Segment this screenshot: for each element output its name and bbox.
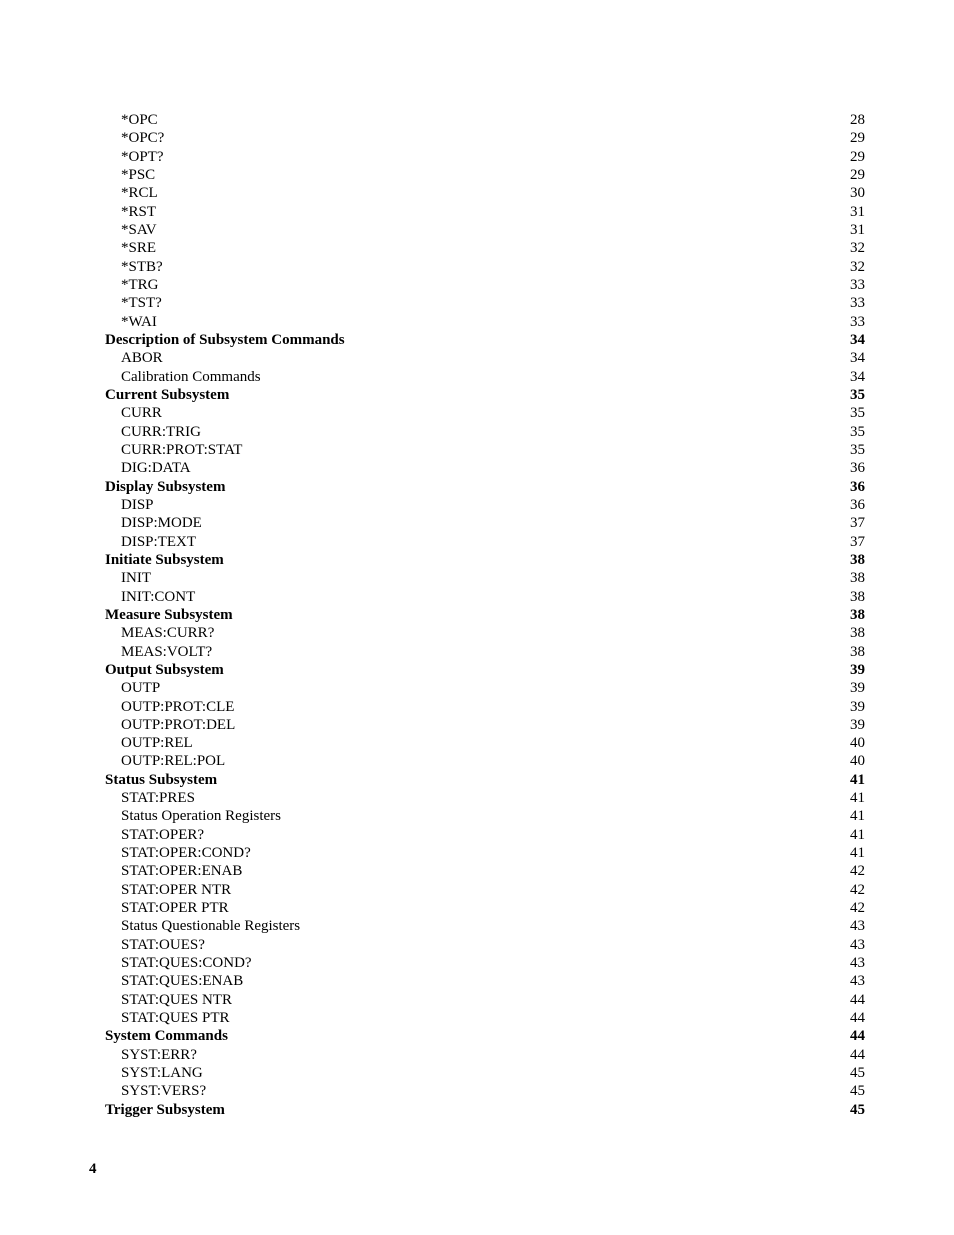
toc-entry-title: STAT:OPER PTR: [121, 900, 229, 917]
toc-entry: [105, 239, 865, 257]
toc-entry-title: OUTP:REL: [121, 735, 193, 752]
toc-entry-title: INIT: [121, 570, 151, 587]
toc-entry-page: 42: [850, 881, 865, 898]
toc-entry-title: Trigger Subsystem: [105, 1101, 225, 1118]
toc-entry-page: 38: [850, 643, 865, 660]
toc-entry-page: 32: [850, 258, 865, 275]
table-of-contents: [105, 111, 865, 1119]
toc-entry-title: ABOR: [121, 350, 163, 367]
toc-section-heading: [105, 478, 865, 496]
toc-entry-title: Status Questionable Registers: [121, 918, 301, 935]
toc-entry-title: Display Subsystem: [105, 478, 226, 495]
toc-entry: [105, 1009, 865, 1027]
toc-entry-title: OUTP:REL:POL: [121, 753, 226, 770]
toc-entry: [105, 496, 865, 514]
toc-entry-page: 43: [850, 955, 865, 972]
toc-entry-page: 41: [850, 790, 865, 807]
toc-entry-page: 40: [850, 753, 865, 770]
toc-entry-title: STAT:QUES:COND?: [121, 955, 252, 972]
toc-entry-page: 29: [850, 166, 865, 183]
toc-entry-title: CURR:TRIG: [121, 423, 202, 440]
toc-entry-page: 36: [850, 478, 865, 495]
toc-entry: [105, 991, 865, 1009]
toc-entry-title: STAT:OPER NTR: [121, 881, 232, 898]
toc-entry: [105, 294, 865, 312]
toc-entry: [105, 459, 865, 477]
toc-entry: [105, 221, 865, 239]
toc-entry-title: STAT:QUES:ENAB: [121, 973, 244, 990]
toc-entry-page: 31: [850, 203, 865, 220]
toc-entry: [105, 1082, 865, 1100]
toc-entry-title: STAT:OUES?: [121, 936, 205, 953]
toc-section-heading: [105, 606, 865, 624]
toc-entry-page: 38: [850, 625, 865, 642]
toc-entry-title: *OPT?: [121, 148, 164, 165]
toc-entry: [105, 862, 865, 880]
toc-entry-title: Initiate Subsystem: [105, 551, 224, 568]
toc-entry: [105, 569, 865, 587]
toc-entry-page: 38: [850, 570, 865, 587]
toc-entry-title: DIG:DATA: [121, 460, 191, 477]
toc-section-heading: [105, 386, 865, 404]
toc-entry: [105, 936, 865, 954]
toc-entry-title: Calibration Commands: [121, 368, 261, 385]
toc-entry-title: *OPC?: [121, 130, 165, 147]
toc-entry-title: DISP: [121, 496, 154, 513]
toc-entry-title: MEAS:CURR?: [121, 625, 215, 642]
toc-entry-title: DISP:TEXT: [121, 533, 196, 550]
toc-entry: [105, 624, 865, 642]
toc-entry-page: 37: [850, 515, 865, 532]
toc-entry-page: 39: [850, 698, 865, 715]
toc-entry: [105, 441, 865, 459]
toc-entry: [105, 313, 865, 331]
toc-entry-page: 44: [850, 991, 865, 1008]
toc-entry: [105, 258, 865, 276]
toc-entry-title: Measure Subsystem: [105, 606, 233, 623]
toc-entry-title: *RCL: [121, 185, 158, 202]
toc-entry: [105, 954, 865, 972]
toc-entry-title: Output Subsystem: [105, 661, 224, 678]
toc-entry-title: STAT:QUES PTR: [121, 1010, 230, 1027]
toc-entry-page: 35: [850, 405, 865, 422]
toc-entry-title: STAT:PRES: [121, 790, 195, 807]
toc-entry-page: 29: [850, 148, 865, 165]
toc-entry: [105, 368, 865, 386]
toc-entry-page: 38: [850, 606, 865, 623]
toc-section-heading: [105, 771, 865, 789]
toc-entry-title: SYST:VERS?: [121, 1083, 207, 1100]
toc-entry: [105, 789, 865, 807]
toc-section-heading: [105, 1027, 865, 1045]
toc-entry: [105, 881, 865, 899]
toc-entry: [105, 734, 865, 752]
page-number: 4: [89, 1161, 97, 1177]
toc-entry-title: INIT:CONT: [121, 588, 196, 605]
toc-entry-page: 33: [850, 295, 865, 312]
toc-entry: [105, 276, 865, 294]
toc-entry: [105, 166, 865, 184]
toc-entry-title: *TST?: [121, 295, 162, 312]
toc-entry-title: *PSC: [121, 166, 156, 183]
toc-entry-page: 36: [850, 460, 865, 477]
toc-entry-page: 41: [850, 826, 865, 843]
toc-entry-page: 38: [850, 588, 865, 605]
toc-entry: [105, 643, 865, 661]
toc-entry-title: STAT:QUES NTR: [121, 991, 232, 1008]
toc-entry-title: *OPC: [121, 112, 158, 128]
toc-entry-page: 36: [850, 496, 865, 513]
toc-entry: [105, 588, 865, 606]
toc-entry: [105, 679, 865, 697]
toc-entry-page: 33: [850, 313, 865, 330]
toc-entry: [105, 752, 865, 770]
toc-entry: [105, 148, 865, 166]
toc-entry: [105, 1064, 865, 1082]
toc-entry: [105, 899, 865, 917]
toc-entry: [105, 972, 865, 990]
toc-entry-page: 43: [850, 918, 865, 935]
toc-entry-title: Description of Subsystem Commands: [105, 331, 345, 348]
toc-entry-page: 33: [850, 276, 865, 293]
toc-entry-page: 44: [850, 1010, 865, 1027]
toc-entry: [105, 716, 865, 734]
toc-entry: [105, 826, 865, 844]
toc-entry-page: 42: [850, 863, 865, 880]
toc-entry-title: *SAV: [121, 221, 157, 238]
toc-entry-page: 35: [850, 423, 865, 440]
toc-entry-title: STAT:OPER:ENAB: [121, 863, 243, 880]
toc-entry-page: 34: [850, 368, 865, 385]
toc-entry-page: 34: [850, 331, 865, 348]
toc-entry-page: 28: [850, 112, 865, 128]
toc-entry-title: SYST:LANG: [121, 1065, 203, 1082]
toc-entry-page: 43: [850, 936, 865, 953]
toc-entry-title: Status Operation Registers: [121, 808, 281, 825]
toc-entry-page: 34: [850, 350, 865, 367]
toc-entry: [105, 184, 865, 202]
toc-entry-page: 35: [850, 441, 865, 458]
toc-entry-title: CURR: [121, 405, 162, 422]
toc-entry: [105, 404, 865, 422]
toc-entry-page: 39: [850, 716, 865, 733]
toc-entry-title: STAT:OPER?: [121, 826, 205, 843]
toc-entry-page: 41: [850, 808, 865, 825]
toc-entry-page: 37: [850, 533, 865, 550]
toc-entry-title: OUTP:PROT:DEL: [121, 716, 236, 733]
toc-entry-title: *STB?: [121, 258, 163, 275]
toc-entry-page: 41: [850, 771, 865, 788]
toc-entry-title: SYST:ERR?: [121, 1046, 197, 1063]
toc-entry-page: 30: [850, 185, 865, 202]
toc-entry-page: 39: [850, 680, 865, 697]
toc-entry-page: 42: [850, 900, 865, 917]
toc-section-heading: [105, 551, 865, 569]
toc-entry-page: 45: [850, 1065, 865, 1082]
toc-entry-title: STAT:OPER:COND?: [121, 845, 251, 862]
toc-entry-page: 39: [850, 661, 865, 678]
toc-entry: [105, 844, 865, 862]
toc-entry-title: *WAI: [121, 313, 157, 330]
toc-entry-title: *TRG: [121, 276, 159, 293]
toc-entry-title: OUTP:PROT:CLE: [121, 698, 235, 715]
toc-entry: [105, 203, 865, 221]
toc-entry-page: 29: [850, 130, 865, 147]
toc-entry: [105, 1046, 865, 1064]
toc-section-heading: [105, 661, 865, 679]
toc-entry-page: 31: [850, 221, 865, 238]
toc-entry-title: CURR:PROT:STAT: [121, 441, 243, 458]
toc-entry: [105, 349, 865, 367]
toc-entry-title: DISP:MODE: [121, 515, 202, 532]
toc-entry-title: Status Subsystem: [105, 771, 218, 788]
toc-entry-title: MEAS:VOLT?: [121, 643, 213, 660]
toc-entry: [105, 698, 865, 716]
toc-entry-page: 44: [850, 1028, 865, 1045]
toc-entry-title: OUTP: [121, 680, 161, 697]
toc-entry-page: 41: [850, 845, 865, 862]
toc-entry-page: 43: [850, 973, 865, 990]
toc-entry-page: 32: [850, 240, 865, 257]
toc-entry: [105, 807, 865, 825]
toc-entry-title: *RST: [121, 203, 157, 220]
toc-entry: [105, 129, 865, 147]
toc-entry: [105, 111, 865, 129]
toc-entry: [105, 423, 865, 441]
toc-entry-title: *SRE: [121, 240, 157, 257]
toc-entry-title: System Commands: [105, 1028, 228, 1045]
toc-entry-page: 38: [850, 551, 865, 568]
toc-entry-page: 45: [850, 1083, 865, 1100]
toc-entry: [105, 917, 865, 935]
toc-entry-title: Current Subsystem: [105, 386, 230, 403]
toc-section-heading: [105, 331, 865, 349]
toc-entry-page: 44: [850, 1046, 865, 1063]
toc-entry: [105, 514, 865, 532]
toc-entry-page: 40: [850, 735, 865, 752]
toc-entry-page: 35: [850, 386, 865, 403]
toc-entry: [105, 533, 865, 551]
toc-section-heading: [105, 1101, 865, 1119]
toc-entry-page: 45: [850, 1101, 865, 1118]
